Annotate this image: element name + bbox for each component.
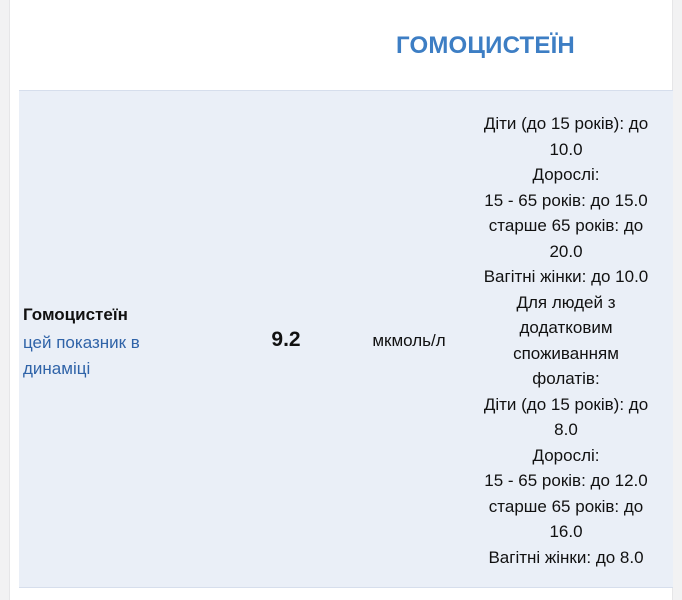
dynamics-link[interactable]: цей показник в динаміці [23, 333, 140, 378]
results-page [9, 0, 673, 600]
reference-line: Дорослі: [532, 445, 600, 465]
reference-line: Для людей з [516, 292, 616, 312]
reference-line: старше 65 років: до [488, 496, 644, 516]
reference-line: 8.0 [554, 420, 578, 439]
reference-line: Дорослі: [532, 165, 600, 184]
test-name-cell [23, 303, 223, 382]
reference-line: фолатів: [532, 369, 600, 388]
result-unit: мкмоль/л [372, 331, 446, 350]
reference-line: 15 - 65 років: до 12.0 [484, 471, 648, 490]
reference-line: Діти (до 15 років): до [483, 394, 649, 414]
reference-line: Вагітні жінки: до 10.0 [483, 267, 649, 286]
test-name: Гомоцистеїн [23, 305, 128, 324]
section-header [10, 0, 674, 90]
reference-line: 15 - 65 років: до 15.0 [484, 190, 648, 210]
reference-line: старше 65 років: до [488, 216, 644, 235]
reference-line: Діти (до 15 років): до [483, 114, 649, 133]
reference-line: 20.0 [549, 241, 583, 261]
reference-ranges [471, 111, 661, 570]
reference-line: Вагітні жінки: до 8.0 [488, 547, 644, 567]
reference-line: споживанням [513, 343, 619, 363]
result-value: 9.2 [271, 328, 301, 351]
reference-line: 10.0 [549, 139, 583, 159]
section-title: ГОМОЦИСТЕЇН [396, 32, 575, 59]
table-row [19, 90, 673, 588]
reference-line: додатковим [519, 318, 613, 337]
reference-line: 16.0 [549, 522, 583, 541]
